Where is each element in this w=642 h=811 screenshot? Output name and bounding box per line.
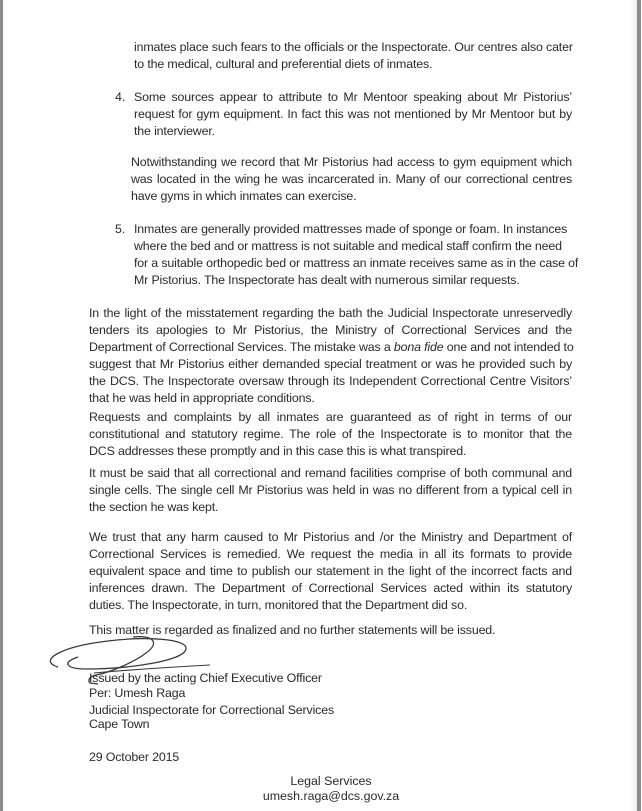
signatory-name: Per: Umesh Raga (89, 686, 186, 700)
apology-text: one and not intended to (443, 340, 574, 354)
item5-line: Inmates are generally provided mattresses made of sponge or foam. In instances (134, 222, 568, 236)
item4-line: Some sources appear to attribute to Mr Mentoor speaking about Mr Pistorius’ (134, 90, 572, 104)
apology-line: suggest that Mr Pistorius either demanded special treatment or was he provided such by (89, 357, 572, 371)
item4-line: request for gym equipment. In fact this was not mentioned by Mr Mentoor but by (134, 107, 572, 121)
footer-department-text: Legal Services (290, 774, 372, 788)
footer-email-link[interactable]: umesh.raga@dcs.gov.za (262, 789, 400, 803)
requests-line: DCS addresses these promptly and in this case this is what transpired. (89, 444, 467, 458)
final-statement: This matter is regarded as finalized and no further statements will be issued. (89, 623, 496, 637)
trust-line: Correctional Services is remedied. We request the media in all its formats to provide (89, 547, 572, 561)
requests-line: Requests and complaints by all inmates are guaranteed as of right in terms of our (89, 410, 572, 424)
trust-line: duties. The Inspectorate, in turn, monitored that the Department did so. (89, 598, 468, 612)
organisation-name: Judicial Inspectorate for Correctional Services (89, 703, 335, 717)
item4-line: the interviewer. (134, 124, 215, 138)
list-number: 4. (115, 90, 126, 104)
city: Cape Town (89, 717, 150, 731)
apology-line: In the light of the misstatement regarding the bath the Judicial Inspectorate unreservedly (89, 306, 572, 320)
footer-department (0, 774, 642, 788)
item5-line: for a suitable orthopedic bed or mattress an inmate receives same as in the case of (134, 256, 579, 270)
apology-line: that he was held in appropriate conditions. (89, 391, 315, 405)
document-date: 29 October 2015 (89, 750, 180, 764)
trust-line: We trust that any harm caused to Mr Pistorius and /or the Ministry and Department of (89, 530, 572, 544)
continuation-line: inmates place such fears to the officials or the Inspectorate. Our centres also cater (134, 40, 573, 54)
cells-line: single cells. The single cell Mr Pistorius was held in was no different from a typical cell in (89, 483, 572, 497)
requests-line: constitutional and statutory regime. The role of the Inspectorate is to monitor that the (89, 427, 572, 441)
item4-note-line: was located in the wing he was incarcerated in. Many of our correctional centres (131, 172, 572, 186)
page-border-right (637, 0, 641, 811)
apology-line: the DCS. The Inspectorate oversaw through its Independent Correctional Centre Visitors’ (89, 374, 572, 388)
footer-email[interactable] (0, 789, 642, 803)
apology-line (89, 340, 572, 354)
item5-line: where the bed and or mattress is not suitable and medical staff confirm the need (134, 239, 562, 253)
issued-by: Issued by the acting Chief Executive Officer (89, 671, 322, 685)
cells-line: It must be said that all correctional and remand facilities comprise of both communal and (89, 466, 572, 480)
trust-line: equivalent space and time to publish our statement in the light of the incorrect facts and (89, 564, 572, 578)
item4-note-line: have gyms in which inmates can exercise. (131, 189, 357, 203)
trust-line: inferences drawn. The Department of Correctional Services acted within its statutory (89, 581, 572, 595)
apology-text: Department of Correctional Services. The mistake was a (89, 340, 394, 354)
list-number: 5. (115, 222, 126, 236)
apology-line: tenders its apologies to Mr Pistorius, the Ministry of Correctional Services and the (89, 323, 572, 337)
item4-note-line: Notwithstanding we record that Mr Pistorius had access to gym equipment which (131, 155, 572, 169)
page-border-left (0, 0, 3, 811)
apology-italic: bona fide (393, 340, 444, 354)
cells-line: the section he was kept. (89, 500, 219, 514)
item5-line: Mr Pistorius. The Inspectorate has dealt with numerous similar requests. (134, 273, 520, 287)
continuation-line: to the medical, cultural and preferential diets of inmates. (134, 57, 433, 71)
page-shadow-right (630, 0, 637, 811)
